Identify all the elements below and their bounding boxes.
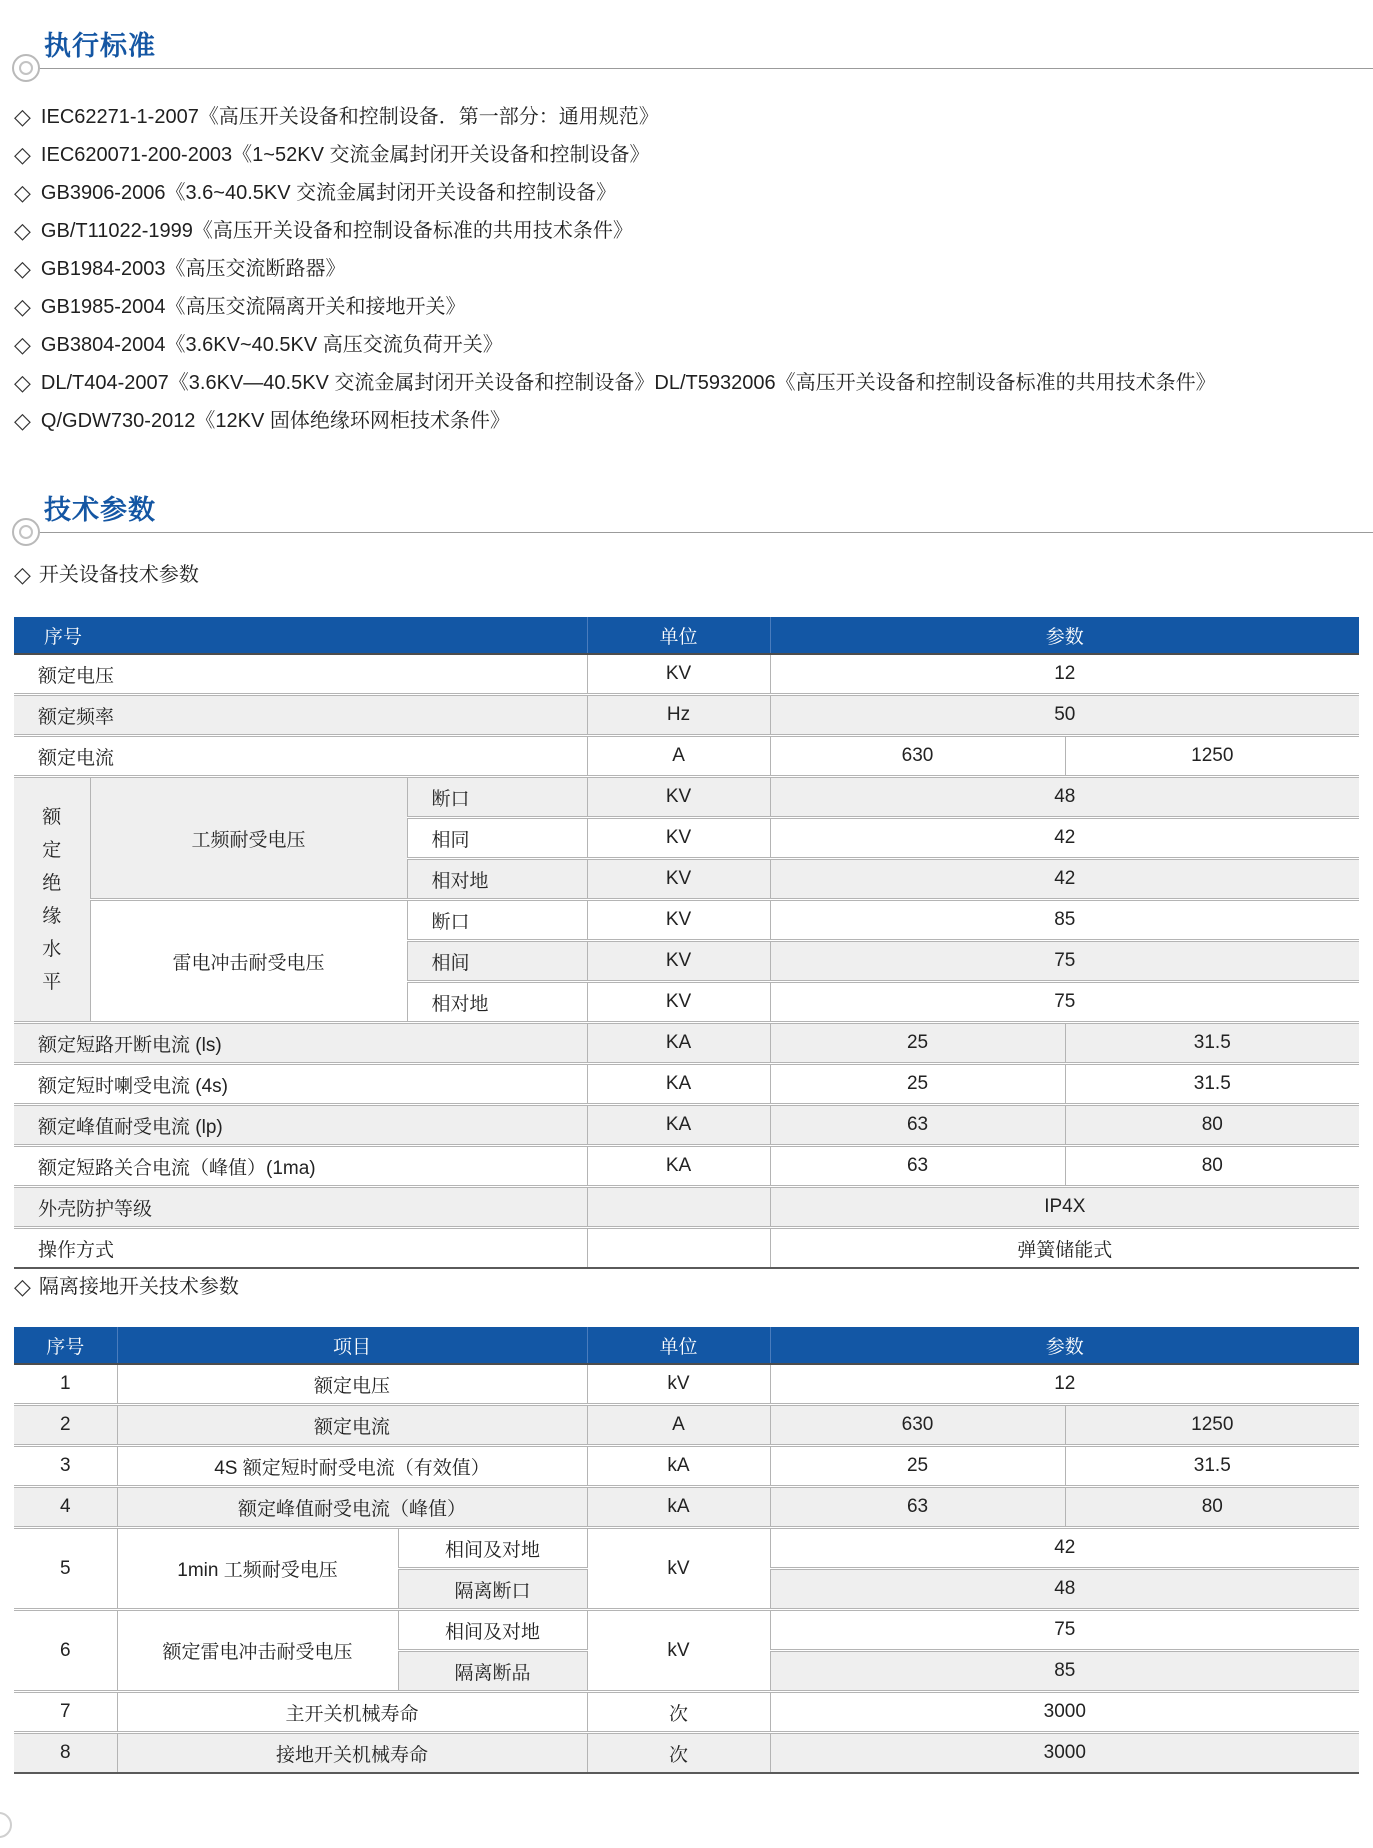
row-sublabel: 断口 <box>407 900 587 941</box>
header-cell-unit: 单位 <box>587 1327 770 1364</box>
subsection-isolation-title <box>14 1270 239 1299</box>
row-sublabel: 断口 <box>407 777 587 818</box>
diamond-bullet-icon: ◇ <box>14 332 31 357</box>
row-no: 8 <box>14 1733 117 1774</box>
standards-list <box>14 97 1216 439</box>
standards-divider-line <box>28 68 1373 69</box>
row-value: 75 <box>770 982 1359 1023</box>
page-edge-circle-icon <box>0 1812 12 1838</box>
standard-item-text: GB/T11022-1999《高压开关设备和控制设备标准的共用技术条件》 <box>40 220 633 242</box>
row-value: 12 <box>770 654 1359 695</box>
standard-item-text: GB1985-2004《高压交流隔离开关和接地开关》 <box>40 296 466 318</box>
diamond-bullet-icon: ◇ <box>14 294 31 319</box>
insulation-group-label: 额定绝缘水平 <box>42 806 62 993</box>
list-item <box>14 211 1216 249</box>
row-sublabel: 隔离断口 <box>398 1569 587 1610</box>
row-label: 额定短路关合电流（峰值）(1ma) <box>14 1146 587 1187</box>
row-unit: kV <box>587 1364 770 1405</box>
standard-item-text: Q/GDW730-2012《12KV 固体绝缘环网柜技术条件》 <box>40 410 510 432</box>
row-label: 4S 额定短时耐受电流（有效值） <box>117 1446 587 1487</box>
row-value-1250: 80 <box>1065 1105 1359 1146</box>
power-frequency-group-cell: 工频耐受电压 <box>90 777 407 900</box>
row-sublabel: 相间及对地 <box>398 1610 587 1651</box>
row-value-1250: 1250 <box>1065 1405 1359 1446</box>
isolation-switch-params-table <box>14 1327 1359 1774</box>
row-sublabel: 相对地 <box>407 982 587 1023</box>
list-item <box>14 287 1216 325</box>
row-no: 6 <box>14 1610 117 1692</box>
row-label: 接地开关机械寿命 <box>117 1733 587 1774</box>
row-unit: kA <box>587 1487 770 1528</box>
row-sublabel: 相间 <box>407 941 587 982</box>
table-row <box>14 1487 1359 1528</box>
row-value: 12 <box>770 1364 1359 1405</box>
row-sublabel: 相同 <box>407 818 587 859</box>
row-label: 额定峰值耐受电流 (lp) <box>14 1105 587 1146</box>
table-row <box>14 1105 1359 1146</box>
row-unit: kV <box>587 1610 770 1692</box>
standard-item-text: GB3906-2006《3.6~40.5KV 交流金属封闭开关设备和控制设备》 <box>40 182 617 204</box>
row-unit: KV <box>587 777 770 818</box>
table-row <box>14 1528 1359 1569</box>
row-sublabel: 相间及对地 <box>398 1528 587 1569</box>
table-row <box>14 777 1359 818</box>
row-value: 75 <box>770 1610 1359 1651</box>
table-row <box>14 695 1359 736</box>
parameters-divider-circle-icon <box>12 518 40 546</box>
row-unit: KV <box>587 900 770 941</box>
row-label: 额定电压 <box>117 1364 587 1405</box>
row-unit <box>587 1228 770 1269</box>
standard-item-text: DL/T404-2007《3.6KV—40.5KV 交流金属封闭开关设备和控制设备》DL/T5932006《高压开关设备和控制设备标准的共用技术条件》 <box>40 372 1216 394</box>
table-row <box>14 1364 1359 1405</box>
table-row <box>14 1064 1359 1105</box>
header-cell-item: 项目 <box>117 1327 587 1364</box>
standard-item-text: GB3804-2004《3.6KV~40.5KV 高压交流负荷开关》 <box>40 334 503 356</box>
subsection-switchgear-title <box>14 558 199 587</box>
row-unit: KA <box>587 1064 770 1105</box>
parameters-section-title: 技术参数 <box>44 495 156 525</box>
row-label: 额定电流 <box>14 736 587 777</box>
row-label: 操作方式 <box>14 1228 587 1269</box>
standards-divider-circle-icon <box>12 54 40 82</box>
row-value-630: 25 <box>770 1064 1065 1105</box>
subsection-title-text: 开关设备技术参数 <box>38 564 199 586</box>
row-label: 外壳防护等级 <box>14 1187 587 1228</box>
table-row <box>14 900 1359 941</box>
table-row <box>14 1405 1359 1446</box>
header-cell-no: 序号 <box>14 1327 117 1364</box>
row-value-630: 63 <box>770 1146 1065 1187</box>
row-value-1250: 31.5 <box>1065 1064 1359 1105</box>
row-unit: kV <box>587 1528 770 1610</box>
row-value: 48 <box>770 777 1359 818</box>
row-label: 额定短路开断电流 (ls) <box>14 1023 587 1064</box>
list-item <box>14 135 1216 173</box>
header-cell-label: 序号 <box>14 617 587 654</box>
row-unit: KV <box>587 654 770 695</box>
diamond-bullet-icon: ◇ <box>14 562 31 587</box>
standards-section-title: 执行标准 <box>44 31 156 61</box>
standard-item-text: IEC620071-200-2003《1~52KV 交流金属封闭开关设备和控制设备》 <box>40 144 650 166</box>
subsection-title-text: 隔离接地开关技术参数 <box>38 1276 239 1298</box>
list-item <box>14 173 1216 211</box>
table-row <box>14 736 1359 777</box>
row-value: 42 <box>770 1528 1359 1569</box>
row-label: 1min 工频耐受电压 <box>117 1528 398 1610</box>
row-unit: A <box>587 1405 770 1446</box>
row-unit: KV <box>587 941 770 982</box>
row-value: 48 <box>770 1569 1359 1610</box>
row-value-630: 63 <box>770 1487 1065 1528</box>
row-no: 1 <box>14 1364 117 1405</box>
row-label: 额定短时喇受电流 (4s) <box>14 1064 587 1105</box>
header-cell-param: 参数 <box>770 1327 1359 1364</box>
lightning-impulse-group-cell: 雷电冲击耐受电压 <box>90 900 407 1023</box>
row-unit: KA <box>587 1023 770 1064</box>
switchgear-params-table <box>14 617 1359 1269</box>
table-row <box>14 1692 1359 1733</box>
row-unit: A <box>587 736 770 777</box>
list-item <box>14 249 1216 287</box>
row-label: 额定电流 <box>117 1405 587 1446</box>
list-item <box>14 325 1216 363</box>
table-header-row <box>14 617 1359 654</box>
row-value-630: 630 <box>770 736 1065 777</box>
diamond-bullet-icon: ◇ <box>14 256 31 281</box>
row-value-1250: 31.5 <box>1065 1023 1359 1064</box>
row-unit: KV <box>587 818 770 859</box>
table-row <box>14 1187 1359 1228</box>
table-row <box>14 1733 1359 1774</box>
diamond-bullet-icon: ◇ <box>14 370 31 395</box>
diamond-bullet-icon: ◇ <box>14 1274 31 1299</box>
row-unit: KA <box>587 1105 770 1146</box>
row-value: 3000 <box>770 1692 1359 1733</box>
table-row <box>14 1610 1359 1651</box>
header-cell-unit: 单位 <box>587 617 770 654</box>
diamond-bullet-icon: ◇ <box>14 142 31 167</box>
row-sublabel: 相对地 <box>407 859 587 900</box>
row-no: 5 <box>14 1528 117 1610</box>
standard-item-text: GB1984-2003《高压交流断路器》 <box>40 258 346 280</box>
row-label: 额定电压 <box>14 654 587 695</box>
list-item <box>14 97 1216 135</box>
parameters-divider-line <box>28 532 1373 533</box>
row-value-630: 25 <box>770 1446 1065 1487</box>
row-value-630: 630 <box>770 1405 1065 1446</box>
row-no: 3 <box>14 1446 117 1487</box>
table-row <box>14 1228 1359 1269</box>
row-value: IP4X <box>770 1187 1359 1228</box>
row-unit <box>587 1187 770 1228</box>
table-row <box>14 1023 1359 1064</box>
diamond-bullet-icon: ◇ <box>14 180 31 205</box>
row-label: 主开关机械寿命 <box>117 1692 587 1733</box>
standard-item-text: IEC62271-1-2007《高压开关设备和控制设备．第一部分：通用规范》 <box>40 106 659 128</box>
row-label: 额定频率 <box>14 695 587 736</box>
row-value: 75 <box>770 941 1359 982</box>
row-label: 额定雷电冲击耐受电压 <box>117 1610 398 1692</box>
table-row <box>14 654 1359 695</box>
row-unit: 次 <box>587 1692 770 1733</box>
table-row <box>14 1446 1359 1487</box>
row-unit: KV <box>587 982 770 1023</box>
row-unit: Hz <box>587 695 770 736</box>
row-sublabel: 隔离断品 <box>398 1651 587 1692</box>
row-value-1250: 80 <box>1065 1146 1359 1187</box>
row-value: 42 <box>770 859 1359 900</box>
row-unit: KA <box>587 1146 770 1187</box>
row-value-1250: 31.5 <box>1065 1446 1359 1487</box>
row-unit: 次 <box>587 1733 770 1774</box>
row-value-1250: 1250 <box>1065 736 1359 777</box>
row-no: 7 <box>14 1692 117 1733</box>
list-item <box>14 401 1216 439</box>
insulation-group-cell <box>14 777 90 1023</box>
diamond-bullet-icon: ◇ <box>14 104 31 129</box>
row-no: 2 <box>14 1405 117 1446</box>
row-value-1250: 80 <box>1065 1487 1359 1528</box>
row-label: 额定峰值耐受电流（峰值） <box>117 1487 587 1528</box>
row-unit: kA <box>587 1446 770 1487</box>
row-value: 弹簧储能式 <box>770 1228 1359 1269</box>
row-value: 42 <box>770 818 1359 859</box>
diamond-bullet-icon: ◇ <box>14 408 31 433</box>
row-value: 85 <box>770 1651 1359 1692</box>
header-cell-param: 参数 <box>770 617 1359 654</box>
row-value: 50 <box>770 695 1359 736</box>
row-value: 3000 <box>770 1733 1359 1774</box>
table-header-row <box>14 1327 1359 1364</box>
diamond-bullet-icon: ◇ <box>14 218 31 243</box>
row-value: 85 <box>770 900 1359 941</box>
row-value-630: 63 <box>770 1105 1065 1146</box>
row-no: 4 <box>14 1487 117 1528</box>
row-unit: KV <box>587 859 770 900</box>
row-value-630: 25 <box>770 1023 1065 1064</box>
table-row <box>14 1146 1359 1187</box>
list-item <box>14 363 1216 401</box>
